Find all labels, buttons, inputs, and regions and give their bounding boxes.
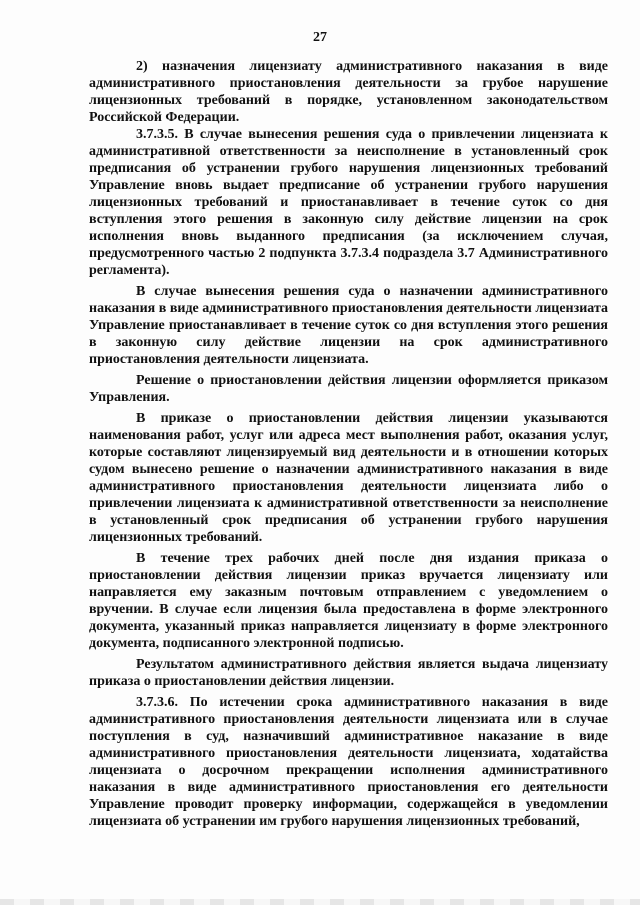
page-number: 27	[313, 30, 327, 45]
paragraph-court-decision: В случае вынесения решения суда о назначении административного наказания в виде административного приостановления деятельности лицензиата Управление приостанавливает в течение суток со дня вступления этого решения в законную силу действие лицензии на срок административного приостановления деятельности лицензиата.	[89, 284, 608, 367]
paragraph-order-decision: Решение о приостановлении действия лицензии оформляется приказом Управления.	[89, 373, 608, 405]
paragraph-suspension-penalty: 2) назначения лицензиату административного наказания в виде административного приостановления деятельности за грубое нарушение лицензионных требований в порядке, установленном законодательством Российской Федерации.	[89, 59, 608, 125]
paragraph-order-contents: В приказе о приостановлении действия лицензии указываются наименования работ, услуг или адреса мест выполнения работ, оказания услуг, которые составляют лицензируемый вид деятельности и в отношении которых судом вынесено решение о назначении административного наказания в виде административного приостановления деятельности лицензиата либо о привлечении лицензиата к административной ответственности за неисполнение в установленный срок предписания об устранении грубого нарушения лицензионных требований.	[89, 411, 608, 545]
paragraph-3-7-3-5: 3.7.3.5. В случае вынесения решения суда о привлечении лицензиата к административной ответственности за неисполнение в установленный срок предписания об устранении грубого нарушения лицензионных требований Управление вновь выдает предписание об устранении грубого нарушения лицензионных требований и приостанавливает в течение суток со дня вступления этого решения в законную силу действие лицензии на срок исполнения вновь выданного предписания (за исключением случая, предусмотренного частью 2 подпункта 3.7.3.4 подраздела 3.7 Административного регламента).	[89, 127, 608, 278]
paragraph-3-7-3-6: 3.7.3.6. По истечении срока административного наказания в виде административного приостановления деятельности лицензиата или в случае поступления в суд, назначивший административное наказание в виде административного приостановления деятельности лицензиата, ходатайства лицензиата о досрочном прекращении исполнения административного наказания в виде административного приостановления его деятельности Управление проводит проверку информации, содержащейся в уведомлении лицензиата об устранении им грубого нарушения лицензионных требований,	[89, 695, 608, 829]
paragraph-order-delivery: В течение трех рабочих дней после дня издания приказа о приостановлении действия лицензии приказ вручается лицензиату или направляется ему заказным почтовым отправлением с уведомлением о вручении. В случае если лицензия была предоставлена в форме электронного документа, указанный приказ направляется лицензиату в форме электронного документа, подписанного электронной подписью.	[89, 551, 608, 651]
paragraph-result: Результатом административного действия является выдача лицензиату приказа о приостановлении действия лицензии.	[89, 657, 608, 689]
document-body	[89, 58, 608, 830]
scan-edge-artifact	[0, 899, 640, 905]
